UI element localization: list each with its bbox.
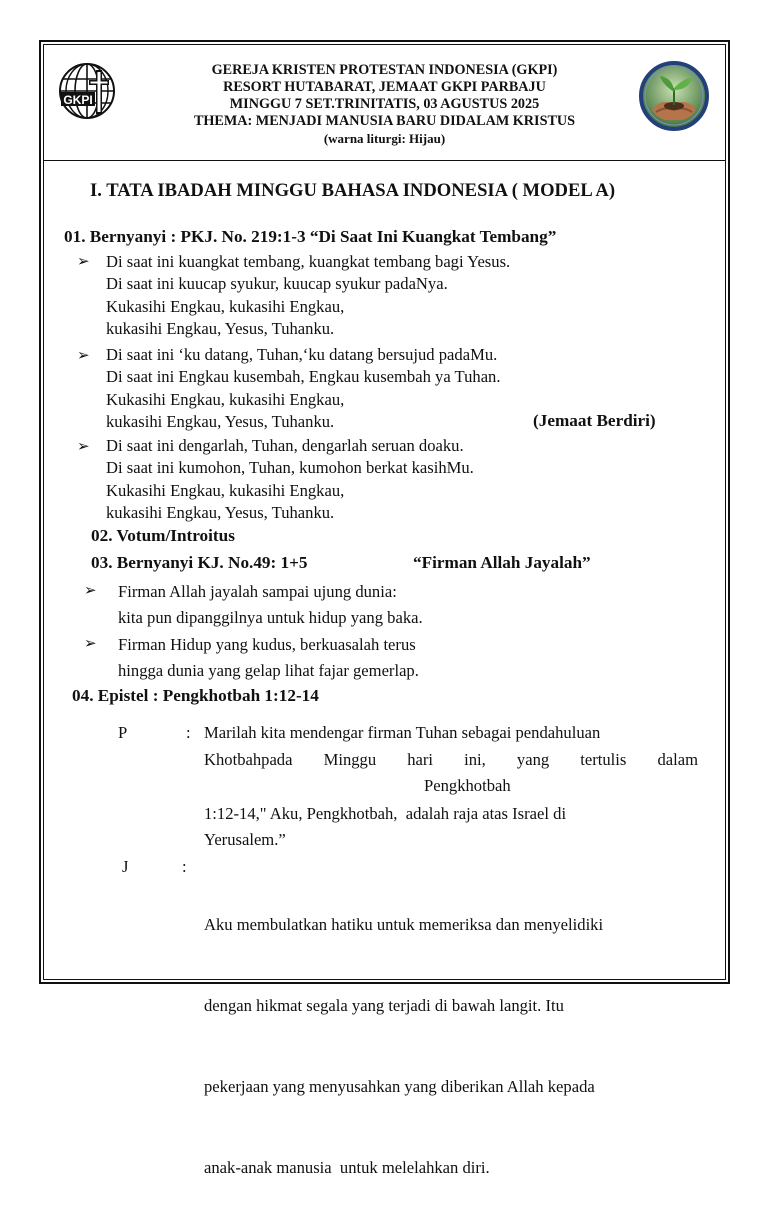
pastor-colon: : bbox=[186, 723, 191, 742]
congregation-response bbox=[204, 857, 603, 1208]
pastor-line: Pengkhotbah bbox=[424, 776, 511, 795]
verse-line: Kukasihi Engkau, kukasihi Engkau, bbox=[106, 296, 345, 316]
header-text bbox=[43, 62, 726, 147]
item03-heading: 03. Bernyanyi KJ. No.49: 1+5 bbox=[91, 553, 308, 572]
verse-line: Di saat ini kumohon, Tuhan, kumohon berkat kasihMu. bbox=[106, 458, 474, 478]
response-line: anak-anak manusia untuk melelahkan diri. bbox=[204, 1158, 490, 1177]
response-line: Aku membulatkan hatiku untuk memeriksa dan menyelidiki bbox=[204, 915, 604, 934]
arrowhead-bullet-icon: ➢ bbox=[77, 439, 90, 455]
verse-line: Di saat ini dengarlah, Tuhan, dengarlah seruan doaku. bbox=[106, 436, 464, 455]
arrowhead-bullet-icon: ➢ bbox=[84, 636, 97, 652]
verse-line: Firman Hidup yang kudus, berkuasalah terus bbox=[118, 635, 416, 654]
item01-verse1 bbox=[106, 251, 510, 340]
bulletin-header bbox=[43, 44, 726, 161]
church-name: GEREJA KRISTEN PROTESTAN INDONESIA (GKPI) bbox=[211, 62, 558, 78]
item02-heading: 02. Votum/Introitus bbox=[91, 526, 235, 545]
verse-line: Kukasihi Engkau, kukasihi Engkau, bbox=[106, 480, 345, 500]
verse-line: Di saat ini kuucap syukur, kuucap syukur padaNya. bbox=[106, 274, 448, 294]
verse-line: Di saat ini kuangkat tembang, kuangkat tembang bagi Yesus. bbox=[106, 252, 511, 271]
response-line: dengan hikmat segala yang terjadi di bawah langit. Itu bbox=[204, 996, 564, 1015]
gkpi-logo-text: GKPI bbox=[63, 93, 93, 107]
verse-line: Di saat ini Engkau kusembah, Engkau kusembah ya Tuhan. bbox=[106, 367, 501, 387]
pastor-line: Marilah kita mendengar firman Tuhan sebagai pendahuluan bbox=[204, 723, 601, 742]
verse-line: Firman Allah jayalah sampai ujung dunia: bbox=[118, 582, 397, 601]
pastor-line: 1:12-14," Aku, Pengkhotbah, adalah raja atas Israel di bbox=[204, 804, 567, 823]
verse-line: kukasihi Engkau, Yesus, Tuhanku. bbox=[106, 502, 335, 522]
response-line: pekerjaan yang menyusahkan yang diberikan Allah kepada bbox=[204, 1077, 595, 1096]
item01-verse3 bbox=[106, 435, 474, 524]
item01-verse2 bbox=[106, 344, 501, 433]
verse-line: kukasihi Engkau, Yesus, Tuhanku. bbox=[106, 318, 335, 338]
pastor-label: P bbox=[118, 723, 128, 742]
arrowhead-bullet-icon: ➢ bbox=[77, 254, 90, 270]
congregation-stand-note: (Jemaat Berdiri) bbox=[533, 411, 656, 430]
arrowhead-bullet-icon: ➢ bbox=[84, 583, 97, 599]
arrowhead-bullet-icon: ➢ bbox=[77, 348, 90, 364]
resort-name: RESORT HUTABARAT, JEMAAT GKPI PARBAJU bbox=[223, 79, 546, 95]
liturgy-color: (warna liturgi: Hijau) bbox=[323, 131, 446, 146]
congregation-label: J bbox=[122, 857, 129, 876]
item01-heading: 01. Bernyanyi : PKJ. No. 219:1-3 “Di Saat Ini Kuangkat Tembang” bbox=[64, 227, 557, 246]
congregation-colon: : bbox=[182, 857, 187, 876]
verse-line: hingga dunia yang gelap lihat fajar gemerlap. bbox=[118, 661, 419, 680]
item03-verse1 bbox=[118, 579, 423, 631]
section-title: I. TATA IBADAH MINGGU BAHASA INDONESIA ( MODEL A) bbox=[90, 180, 616, 201]
item03-song-title: “Firman Allah Jayalah” bbox=[413, 553, 591, 572]
verse-line: Di saat ini ‘ku datang, Tuhan,‘ku datang bersujud padaMu. bbox=[106, 345, 498, 364]
pastor-line: Khotbahpada Minggu hari ini, yang tertulis dalam bbox=[204, 750, 698, 769]
verse-line: Kukasihi Engkau, kukasihi Engkau, bbox=[106, 389, 345, 409]
pastor-line: Yerusalem.” bbox=[204, 830, 286, 849]
verse-line: kita pun dipanggilnya untuk hidup yang baka. bbox=[118, 608, 423, 627]
gkpi-globe-cross-logo bbox=[58, 62, 116, 120]
hands-holding-plant-logo bbox=[638, 60, 710, 132]
verse-line: kukasihi Engkau, Yesus, Tuhanku. bbox=[106, 411, 335, 431]
sermon-theme: THEMA: MENJADI MANUSIA BARU DIDALAM KRISTUS bbox=[193, 113, 576, 129]
sunday-date: MINGGU 7 SET.TRINITATIS, 03 AGUSTUS 2025 bbox=[229, 96, 540, 112]
item04-heading: 04. Epistel : Pengkhotbah 1:12-14 bbox=[72, 686, 319, 705]
item03-verse2 bbox=[118, 632, 419, 684]
